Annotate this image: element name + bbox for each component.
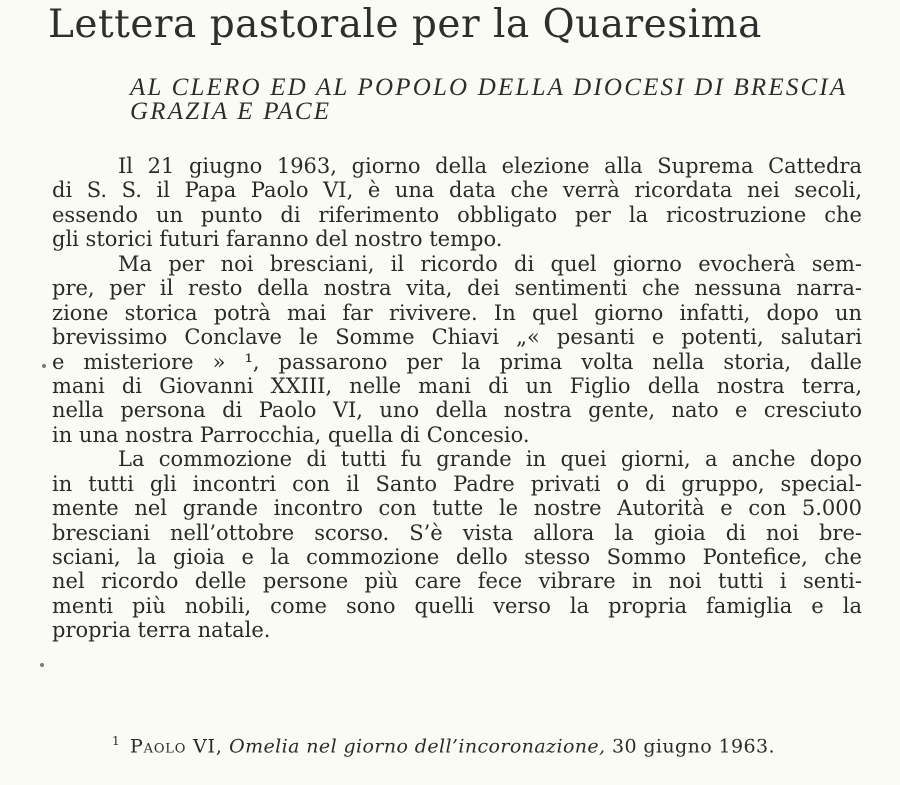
body-line: e misteriore » ¹, passarono per la prima volta nella storia, dalle (52, 349, 862, 374)
footnote-author: Paolo VI, (130, 735, 223, 758)
footnote-date: 30 giugno 1963. (611, 735, 775, 758)
body-line: pre, per il resto della nostra vita, dei sentimenti che nessuna narra- (52, 276, 862, 301)
body-line: propria terra natale. (52, 618, 271, 643)
salutation-line-1: AL CLERO ED AL POPOLO DELLA DIOCESI DI BRESCIA (130, 74, 848, 101)
body-line: in tutti gli incontri con il Santo Padre privati o di gruppo, special- (52, 471, 862, 496)
footnote (112, 734, 775, 757)
footnote-mark: 1 (112, 734, 121, 748)
body-line: menti più nobili, come sono quelli verso la propria famiglia e la (52, 593, 862, 618)
body-line: gli storici futuri faranno del nostro tempo. (52, 227, 503, 252)
print-speck (42, 364, 46, 368)
body-line: nel ricordo delle persone più care fece vibrare in noi tutti i senti- (52, 569, 862, 594)
body-line: zione storica potrà mai far rivivere. In quel giorno infatti, dopo un (52, 300, 862, 325)
body-line: sciani, la gioia e la commozione dello stesso Sommo Pontefice, che (52, 545, 862, 569)
body-line: Il 21 giugno 1963, giorno della elezione alla Suprema Cattedra (118, 154, 862, 178)
body-line: di S. S. il Papa Paolo VI, è una data che verrà ricordata nei secoli, (52, 178, 862, 203)
salutation-line-2: GRAZIA E PACE (130, 98, 332, 125)
body-line: brevissimo Conclave le Somme Chiavi „« pesanti e potenti, salutari (52, 325, 862, 350)
body-line: mente nel grande incontro con tutte le nostre Autorità e con 5.000 (52, 496, 862, 521)
body-line: mani di Giovanni XXIII, nelle mani di un Figlio della nostra terra, (52, 373, 862, 398)
body-line: bresciani nell’ottobre scorso. S’è vista allora la gioia di noi bre- (52, 520, 862, 545)
body-line: essendo un punto di riferimento obbligato per la ricostruzione che (52, 202, 862, 227)
print-speck (40, 663, 44, 667)
salutation-block (130, 76, 870, 124)
body-line: Ma per noi bresciani, il ricordo di quel giorno evocherà sem- (118, 251, 862, 276)
footnote-work: Omelia nel giorno dell’incoronazione, (229, 735, 606, 758)
page-title: Lettera pastorale per la Quaresima (48, 2, 762, 47)
letter-body (52, 154, 862, 643)
body-line: in una nostra Parrocchia, quella di Concesio. (52, 422, 530, 447)
body-line: La commozione di tutti fu grande in quei giorni, a anche dopo (118, 447, 862, 472)
body-line: nella persona di Paolo VI, uno della nostra gente, nato e cresciuto (52, 398, 862, 423)
